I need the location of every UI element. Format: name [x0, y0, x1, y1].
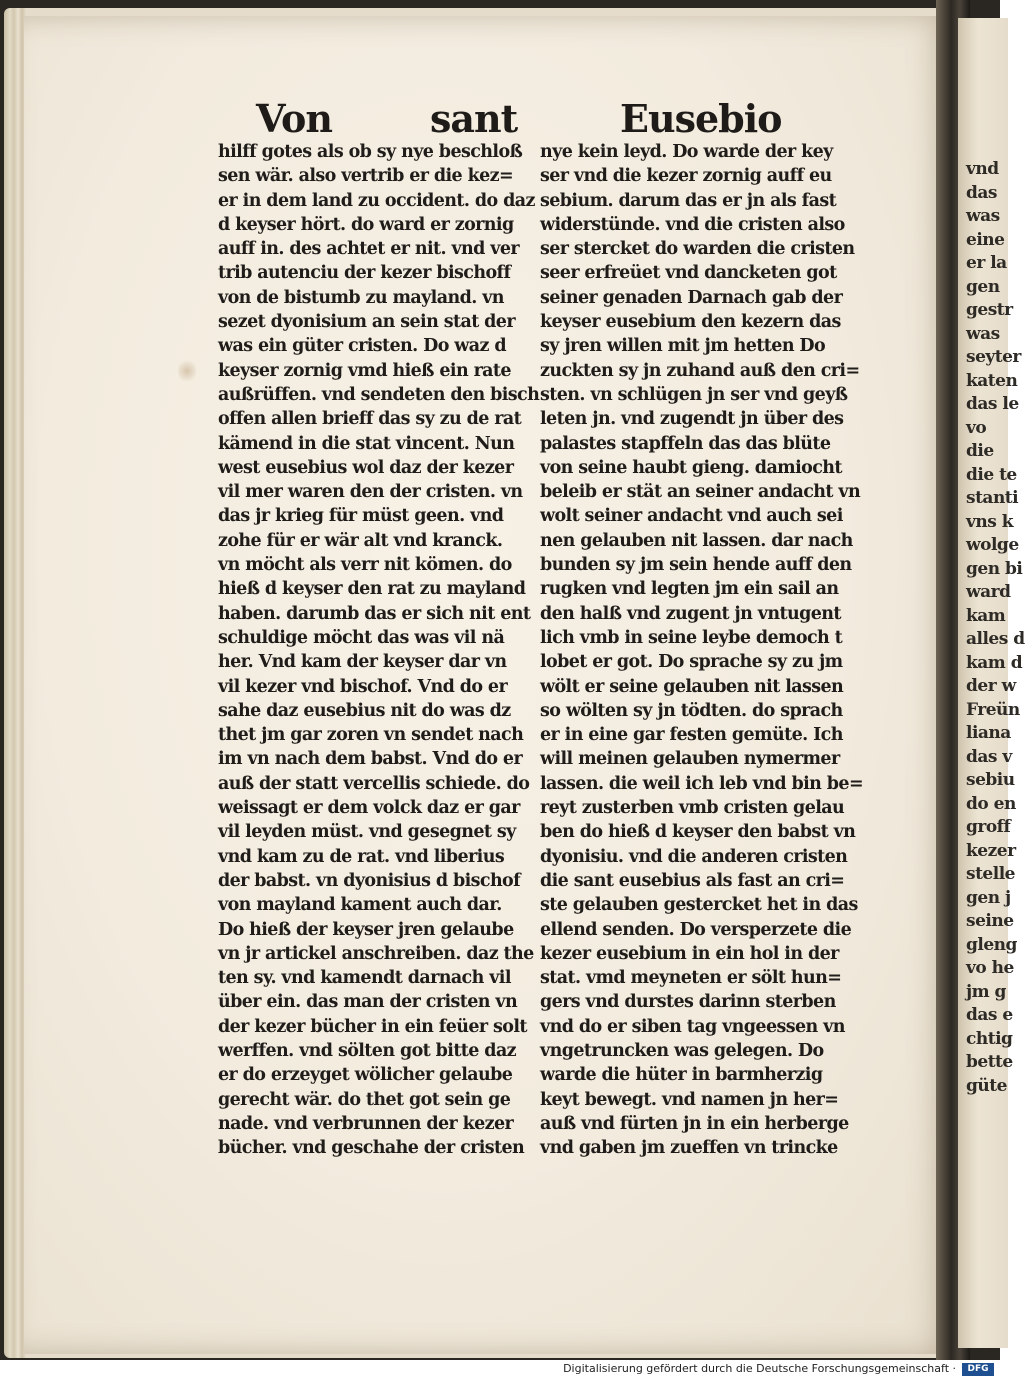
text-line: vnd do er siben tag vngeessen vn	[540, 1016, 845, 1037]
text-line: im vn nach dem babst. Vnd do er	[218, 749, 523, 770]
text-line: vngetruncken was gelegen. Do	[540, 1040, 824, 1061]
text-line: das jr krieg für müst geen. vnd	[218, 506, 504, 527]
text-line: thet jm gar zoren vn sendet nach	[218, 725, 524, 746]
facing-page-fragment: jm g	[966, 981, 1006, 1002]
facing-page-fragment: eine	[966, 229, 1005, 250]
text-line: bunden sy jm sein hende auff den	[540, 555, 852, 576]
text-line: vn jr artickel anschreiben. daz the	[218, 943, 534, 964]
facing-page-fragment: bette	[966, 1052, 1013, 1072]
facing-page-fragment: vnd	[966, 159, 999, 179]
text-line: von de bistumb zu mayland. vn	[218, 287, 504, 308]
facing-page-fragment: vo he	[966, 958, 1014, 978]
text-line: sten. vn schlügen jn ser vnd geyß	[540, 384, 848, 405]
text-column-right	[540, 140, 864, 1160]
text-line: palastes stapffeln das das blüte	[540, 433, 831, 454]
facing-page-fragment: seyter	[966, 347, 1021, 367]
facing-page-edge	[958, 18, 1025, 1348]
facing-page-fragment: was	[966, 206, 1000, 226]
text-line: ben do hieß d keyser den babst vn	[540, 822, 856, 843]
text-line: seiner genaden Darnach gab der	[540, 287, 843, 308]
text-line: widerstünde. vnd die cristen also	[540, 214, 845, 235]
facing-page-fragment: güte	[966, 1075, 1007, 1096]
text-line: lassen. die weil ich leb vnd bin be=	[540, 773, 864, 794]
facing-page-fragment: der w	[966, 676, 1016, 696]
text-line: auff in. des achtet er nit. vnd ver	[218, 239, 520, 260]
dfg-logo: DFG	[962, 1363, 994, 1376]
text-line: hieß d keyser den rat zu mayland	[218, 579, 526, 600]
text-line: vil mer waren den der cristen. vn	[218, 482, 523, 503]
text-line: weissagt er dem volck daz er gar	[218, 798, 520, 819]
running-heading	[0, 96, 1000, 146]
facing-page-fragment: er la	[966, 253, 1007, 273]
text-line: er in eine gar festen gemüte. Ich	[540, 725, 843, 746]
text-line: lich vmb in seine leybe democh t	[540, 627, 843, 648]
text-line: ser vnd die kezer zornig auff eu	[540, 166, 832, 187]
text-line: von seine haubt gieng. damiocht	[540, 457, 842, 478]
text-line: den halß vnd zugent jn vntugent	[540, 603, 841, 624]
facing-page-fragment: kam	[966, 605, 1006, 626]
heading-word-sant: sant	[430, 96, 518, 141]
text-line: er in dem land zu occident. do daz	[218, 190, 535, 211]
text-line: sy jren willen mit jm hetten Do	[540, 336, 826, 357]
heading-word-eusebio: Eusebio	[620, 96, 782, 141]
text-line: west eusebius wol daz der kezer	[218, 457, 514, 478]
text-line: kämend in die stat vincent. Nun	[218, 433, 515, 454]
facing-page-fragment: das	[966, 182, 997, 203]
text-line: sezet dyonisium an sein stat der	[218, 312, 515, 333]
text-line: wölt er seine gelauben nit lassen	[540, 676, 844, 697]
paper-stain	[178, 358, 196, 384]
text-line: auß der statt vercellis schiede. do	[218, 773, 530, 794]
text-line: warde die hüter in barmherzig	[540, 1065, 823, 1086]
text-line: leten jn. vnd zugendt jn über des	[540, 409, 844, 430]
text-line: wolt seiner andacht vnd auch sei	[540, 506, 843, 527]
text-line: sen wär. also vertrib er die kez=	[218, 166, 514, 187]
text-line: seer erfreüet vnd dancketen got	[540, 263, 837, 284]
text-line: vn möcht als verr nit kömen. do	[218, 555, 512, 576]
facing-page-fragment: stelle	[966, 864, 1015, 884]
text-line: keyser eusebium den kezern das	[540, 312, 841, 333]
facing-page-fragment: gen bi	[966, 558, 1023, 579]
text-line: Do hieß der keyser jren gelaube	[218, 919, 514, 940]
facing-page-fragment: das v	[966, 746, 1012, 767]
text-line: her. Vnd kam der keyser dar vn	[218, 652, 507, 673]
text-line: vil kezer vnd bischof. Vnd do er	[218, 676, 508, 697]
text-line: zohe für er wär alt vnd kranck.	[218, 530, 503, 551]
text-line: ser stercket do warden die cristen	[540, 239, 855, 260]
text-line: der kezer bücher in ein feüer solt	[218, 1016, 527, 1037]
text-line: ellend senden. Do versperzete die	[540, 919, 852, 940]
text-column-left	[218, 140, 538, 1160]
text-line: will meinen gelauben nymermer	[540, 749, 840, 770]
text-line: lobet er got. Do sprache sy zu jm	[540, 652, 843, 673]
text-line: die sant eusebius als fast an cri=	[540, 870, 845, 891]
funding-credit: Digitalisierung gefördert durch die Deutsche Forschungsgemeinschaft ·	[563, 1362, 956, 1375]
facing-page-fragment: kezer	[966, 840, 1016, 861]
text-line: haben. darumb das er sich nit ent	[218, 603, 531, 624]
text-line: sebium. darum das er jn als fast	[540, 190, 837, 211]
facing-page-fragment: chtig	[966, 1028, 1013, 1049]
facing-page-fragment: ward	[966, 582, 1011, 602]
text-line: nye kein leyd. Do warde der key	[540, 142, 833, 162]
text-line: werffen. vnd sölten got bitte daz	[218, 1040, 517, 1061]
facing-page-fragment: sebiu	[966, 770, 1015, 790]
heading-word-von: Von	[256, 96, 332, 141]
text-line: beleib er stät an seiner andacht vn	[540, 482, 861, 503]
text-line: ten sy. vnd kamendt darnach vil	[218, 968, 511, 989]
text-line: schuldige möcht das was vil nä	[218, 627, 505, 648]
text-line: vil leyden müst. vnd gesegnet sy	[218, 822, 516, 843]
text-line: von mayland kament auch dar.	[218, 895, 502, 916]
facing-page-fragment: Freün	[966, 699, 1020, 720]
text-line: dyonisiu. vnd die anderen cristen	[540, 846, 848, 867]
text-line: rugken vnd legten jm ein sail an	[540, 579, 839, 600]
facing-page-fragment: katen	[966, 370, 1018, 391]
text-line: kezer eusebium in ein hol in der	[540, 943, 839, 964]
text-line: offen allen brieff das sy zu de rat	[218, 409, 522, 430]
text-line: vnd gaben jm zueffen vn trincke	[540, 1138, 838, 1159]
facing-page-fragment: das e	[966, 1005, 1013, 1025]
text-line: so wölten sy jn tödten. do sprach	[540, 700, 843, 721]
text-line: d keyser hört. do ward er zornig	[218, 214, 514, 235]
facing-page-fragment: was	[966, 323, 1000, 344]
text-line: über ein. das man der cristen vn	[218, 992, 518, 1013]
text-line: trib autenciu der kezer bischoff	[218, 263, 511, 284]
facing-page-fragment: alles d	[966, 629, 1025, 649]
text-line: keyser zornig vmd hieß ein rate	[218, 360, 511, 381]
facing-page-fragment: gen	[966, 276, 1000, 297]
text-line: stat. vmd meyneten er sölt hun=	[540, 968, 842, 989]
facing-page-fragment: gen j	[966, 887, 1011, 908]
text-line: keyt bewegt. vnd namen jn her=	[540, 1089, 839, 1110]
text-line: ste gelauben gestercket het in das	[540, 895, 858, 916]
text-line: der babst. vn dyonisius d bischof	[218, 870, 521, 891]
text-line: nade. vnd verbrunnen der kezer	[218, 1113, 514, 1134]
facing-page-text	[966, 158, 1025, 1098]
facing-page-fragment: vo	[966, 417, 987, 438]
facing-page-fragment: kam d	[966, 652, 1023, 673]
facing-page-fragment: das le	[966, 394, 1019, 414]
facing-page-fragment: gleng	[966, 934, 1017, 955]
text-line: vnd kam zu de rat. vnd liberius	[218, 846, 505, 867]
text-line: reyt zusterben vmb cristen gelau	[540, 798, 845, 819]
text-line: hilff gotes als ob sy nye beschloß	[218, 142, 523, 162]
facing-page-fragment: vns k	[966, 511, 1014, 532]
text-line: gerecht wär. do thet got sein ge	[218, 1089, 511, 1110]
facing-page-fragment: wolge	[966, 535, 1019, 555]
text-line: er do erzeyget wölicher gelaube	[218, 1065, 513, 1086]
facing-page-fragment: do en	[966, 793, 1016, 814]
facing-page-fragment: die te	[966, 464, 1017, 485]
text-line: bücher. vnd geschahe der cristen	[218, 1138, 525, 1159]
footer-bar	[0, 1360, 1000, 1380]
text-line: was ein güter cristen. Do waz d	[218, 336, 506, 357]
facing-page-fragment: seine	[966, 911, 1014, 931]
facing-page-fragment: groff	[966, 817, 1011, 837]
facing-page-fragment: stanti	[966, 488, 1019, 508]
facing-page-fragment: liana	[966, 723, 1011, 743]
text-line: außrüffen. vnd sendeten den bisch	[218, 384, 540, 405]
text-line: auß vnd fürten jn in ein herberge	[540, 1113, 849, 1134]
facing-page-fragment: gestr	[966, 300, 1013, 320]
text-line: nen gelauben nit lassen. dar nach	[540, 530, 853, 551]
text-line: gers vnd durstes darinn sterben	[540, 992, 836, 1013]
text-line: zuckten sy jn zuhand auß den cri=	[540, 360, 860, 381]
text-line: sahe daz eusebius nit do was dz	[218, 700, 511, 721]
facing-page-fragment: die	[966, 441, 994, 461]
